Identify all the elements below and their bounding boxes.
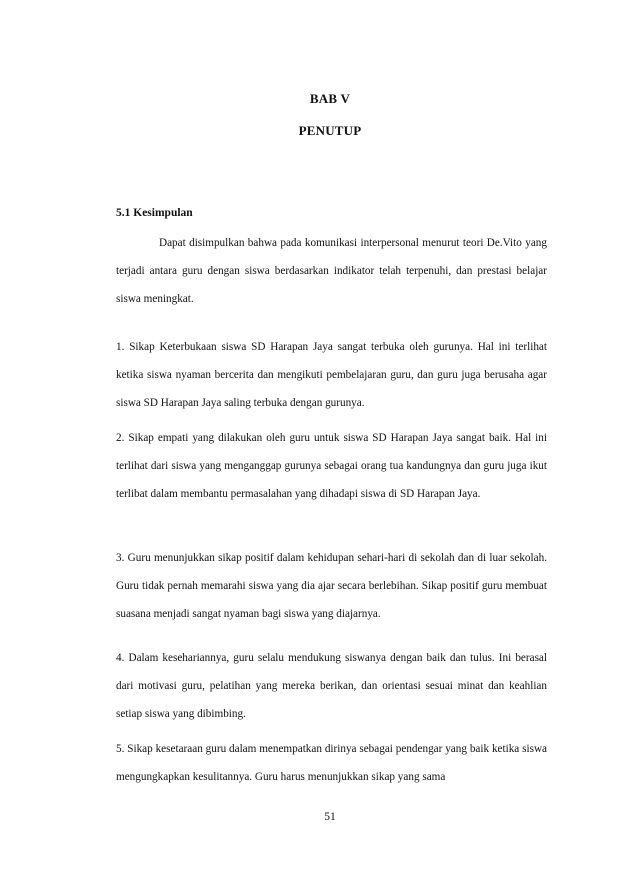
conclusion-point-1-text: 1. Sikap Keterbukaan siswa SD Harapan Jaya sangat terbuka oleh gurunya. Hal ini terlihat ketika siswa nyaman bercerita dan mengikuti pembelajaran guru, dan guru juga berusaha agar siswa SD Harapan Jaya saling terbuka dengan gurunya. bbox=[116, 341, 547, 410]
intro-text: Dapat disimpulkan bahwa pada komunikasi interpersonal menurut teori De.Vito yang terjadi antara guru dengan siswa berdasarkan indikator telah terpenuhi, dan prestasi belajar siswa meningkat. bbox=[116, 237, 547, 306]
chapter-title: PENUTUP bbox=[298, 123, 362, 138]
intro-paragraph bbox=[116, 229, 547, 314]
conclusion-point-2-text: 2. Sikap empati yang dilakukan oleh guru untuk siswa SD Harapan Jaya sangat baik. Hal ini terlihat dari siswa yang menganggap gurunya sebagai orang tua kandungnya dan guru juga ikut terlibat dalam membantu permasalahan yang dihadapi siswa di SD Harapan Jaya. bbox=[116, 432, 547, 501]
conclusion-point-1 bbox=[116, 333, 547, 418]
conclusion-point-2 bbox=[116, 424, 547, 509]
conclusion-point-5-text: 5. Sikap kesetaraan guru dalam menempatkan dirinya sebagai pendengar yang baik ketika siswa mengungkapkan kesulitannya. Guru harus menunjukkan sikap yang sama bbox=[116, 743, 547, 784]
conclusion-point-5 bbox=[116, 735, 547, 791]
conclusion-point-3-text: 3. Guru menunjukkan sikap positif dalam kehidupan sehari-hari di sekolah dan di luar sekolah. Guru tidak pernah memarahi siswa yang dia ajar secara berlebihan. Sikap positif guru membuat suasana menjadi sangat nyaman bagi siswa yang diajarnya. bbox=[116, 552, 547, 621]
page-number: 51 bbox=[324, 811, 336, 823]
section-heading: 5.1 Kesimpulan bbox=[116, 207, 193, 219]
conclusion-point-3 bbox=[116, 544, 547, 629]
conclusion-point-4 bbox=[116, 644, 547, 729]
chapter-number: BAB V bbox=[309, 91, 351, 106]
conclusion-point-4-text: 4. Dalam kesehariannya, guru selalu mendukung siswanya dengan baik dan tulus. Ini berasal dari motivasi guru, pelatihan yang mereka berikan, dan orientasi sesuai minat dan keahlian setiap siswa yang dibimbing. bbox=[116, 652, 547, 721]
